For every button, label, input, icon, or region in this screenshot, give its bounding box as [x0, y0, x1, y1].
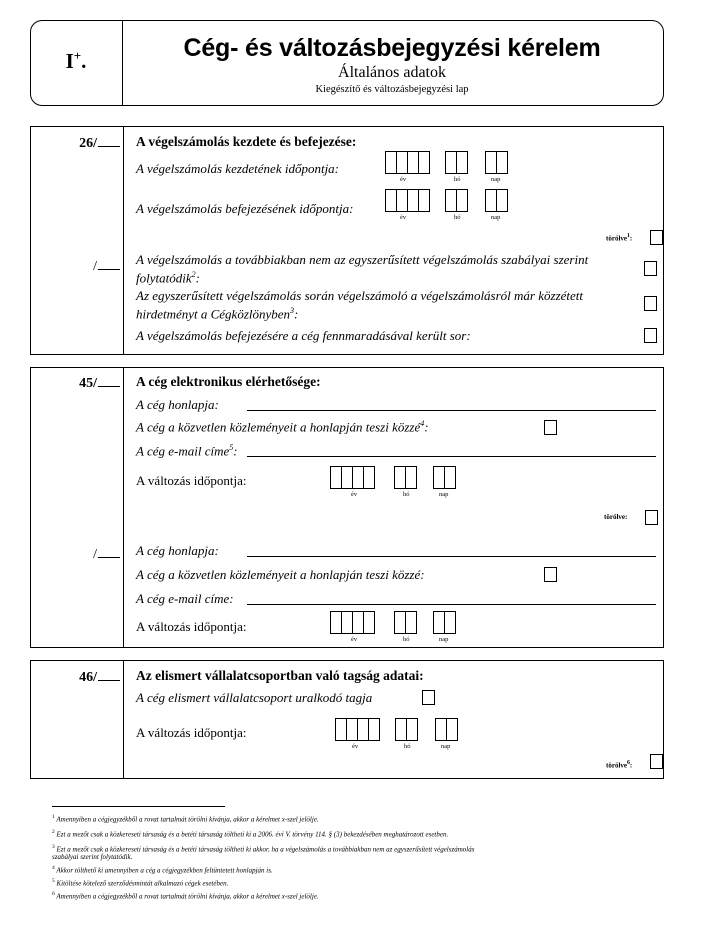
footnote: $^1$ Amennyiben a cégjegyzékből a rovat tartalmát törölni kívánja, akkor a kérelmet x-szel jelölje.: [52, 814, 319, 824]
deleted-checkbox[interactable]: [650, 230, 663, 245]
section-26-number: 26/: [30, 133, 120, 152]
website-label: A cég honlapja:: [136, 397, 219, 412]
change-date-label: A változás időpontja:: [136, 725, 247, 740]
day-label: nap: [439, 636, 449, 643]
month-field[interactable]: [396, 718, 418, 741]
year-label: év: [400, 176, 407, 183]
section-45-slash: /: [30, 544, 120, 563]
website-input[interactable]: [247, 410, 656, 411]
day-field[interactable]: [434, 611, 456, 634]
section-45-heading: A cég elektronikus elérhetősége:: [136, 374, 321, 389]
deleted-label: törölve$^1$:: [606, 233, 633, 243]
month-field[interactable]: [395, 611, 417, 634]
deleted-checkbox[interactable]: [645, 510, 658, 525]
year-field[interactable]: [331, 466, 375, 489]
deleted-checkbox[interactable]: [650, 754, 663, 769]
footnote: $^4$ Akkor tölthető ki amennyiben a cég a cégjegyzékben feltüntetett honlapján is.: [52, 864, 273, 875]
section-26-slash: /: [30, 256, 120, 275]
change-date-label: A változás időpontja:: [136, 473, 247, 488]
page-sub-subtitle: Kiegészítő és változásbejegyzési lap: [315, 84, 469, 95]
footnote-continued: szabályai szerint folytatódik.: [52, 853, 133, 862]
option-published-notice: Az egyszerűsített végelszámolás során végelszámoló a végelszámolásról már közzétett hirdetményt a Cégközlönyben$^3$:: [136, 288, 584, 322]
announcements-label: A cég a közvetlen közleményeit a honlapján teszi közzé$^4$:: [136, 419, 429, 435]
end-date-label: A végelszámolás befejezésének időpontja:: [136, 201, 354, 216]
month-label: hó: [403, 491, 410, 498]
month-label: hó: [403, 636, 410, 643]
section-46-heading: Az elismert vállalatcsoportban való tagság adatai:: [136, 668, 424, 683]
section-26-heading: A végelszámolás kezdete és befejezése:: [136, 134, 357, 149]
footnote: $^6$ Amennyiben a cégjegyzékből a rovat tartalmát törölni kívánja, akkor a kérelmet x-szel jelölje.: [52, 890, 319, 900]
year-field[interactable]: [386, 151, 430, 174]
day-field[interactable]: [486, 151, 508, 174]
month-field[interactable]: [446, 151, 468, 174]
change-date-label: A változás időpontja:: [136, 619, 247, 634]
month-field[interactable]: [446, 189, 468, 212]
year-field[interactable]: [336, 718, 380, 741]
month-label: hó: [404, 743, 411, 750]
day-label: nap: [491, 214, 501, 221]
year-field[interactable]: [386, 189, 430, 212]
footnote: $^5$ Kitöltése kötelező szerződésmintát alkalmazó cégek esetében.: [52, 877, 229, 888]
deleted-label: törölve$^6$:: [606, 760, 633, 770]
day-field[interactable]: [434, 466, 456, 489]
email-label: A cég e-mail címe:: [136, 591, 234, 606]
day-label: nap: [491, 176, 501, 183]
start-date-label: A végelszámolás kezdetének időpontja:: [136, 161, 340, 176]
form-sheet-number: I+.: [65, 48, 87, 73]
year-field[interactable]: [331, 611, 375, 634]
month-field[interactable]: [395, 466, 417, 489]
website-label: A cég honlapja:: [136, 543, 219, 558]
section-45-number: 45/: [30, 373, 120, 392]
email-input[interactable]: [247, 456, 656, 457]
footnote: $^3$ Ezt a mezőt csak a közkereseti társaság és a betéti társaság töltheti ki akkor, ha a végelszámolás a továbbiakban nem az egyszerűsített végelszámolás: [52, 843, 475, 853]
day-field[interactable]: [436, 718, 458, 741]
option-not-simplified-checkbox[interactable]: [644, 261, 657, 276]
page-title: Cég- és változásbejegyzési kérelem: [183, 34, 601, 62]
day-field[interactable]: [486, 189, 508, 212]
footnote-separator: [52, 806, 225, 807]
section-46-number: 46/: [30, 667, 120, 686]
year-label: év: [400, 214, 407, 221]
announcements-checkbox[interactable]: [544, 420, 557, 435]
day-label: nap: [441, 743, 451, 750]
year-label: év: [352, 743, 359, 750]
option-company-survives-checkbox[interactable]: [644, 328, 657, 343]
year-label: év: [351, 491, 358, 498]
announcements-checkbox[interactable]: [544, 567, 557, 582]
option-published-notice-checkbox[interactable]: [644, 296, 657, 311]
website-input[interactable]: [247, 556, 656, 557]
month-label: hó: [454, 176, 461, 183]
dominant-member-checkbox[interactable]: [422, 690, 435, 705]
footnotes: [52, 813, 652, 900]
footnote: $^2$ Ezt a mezőt csak a közkereseti társaság és a betéti társaság töltheti ki a 2006. évi V. törvény 114. § (3) bekezdésében meghatározott esetben.: [52, 828, 449, 839]
page-subtitle: Általános adatok: [338, 64, 446, 81]
option-company-survives: A végelszámolás befejezésére a cég fennmaradásával került sor:: [136, 328, 471, 343]
dominant-member-label: A cég elismert vállalatcsoport uralkodó tagja: [136, 690, 373, 705]
day-label: nap: [439, 491, 449, 498]
announcements-label: A cég a közvetlen közleményeit a honlapján teszi közzé:: [136, 567, 425, 582]
deleted-label: törölve:: [604, 513, 628, 521]
month-label: hó: [454, 214, 461, 221]
email-input[interactable]: [247, 604, 656, 605]
option-not-simplified: A végelszámolás a továbbiakban nem az egyszerűsített végelszámolás szabályai szerint folytatódik$^2$:: [136, 252, 589, 286]
email-label: A cég e-mail címe$^5$:: [136, 443, 238, 459]
year-label: év: [351, 636, 358, 643]
